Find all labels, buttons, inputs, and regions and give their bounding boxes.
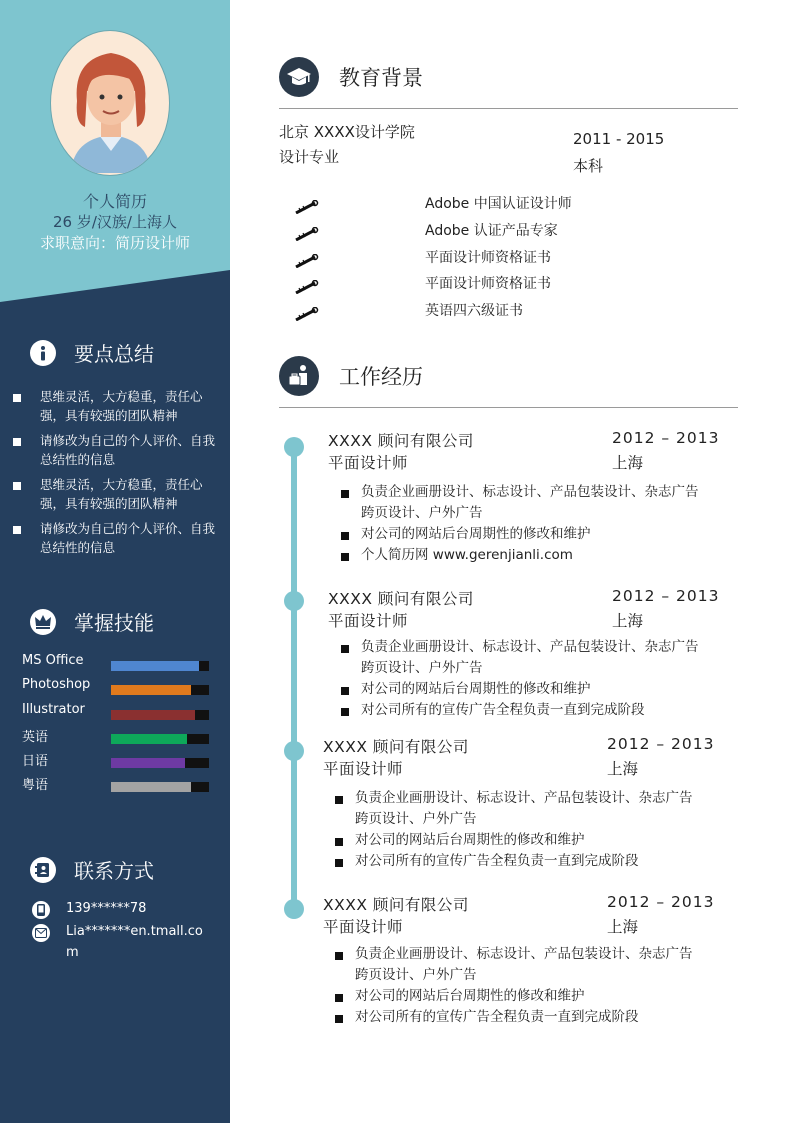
skill-bar bbox=[111, 710, 209, 720]
job-role: 平面设计师 bbox=[328, 454, 409, 472]
list-item: 负责企业画册设计、标志设计、产品包装设计、杂志广告跨页设计、户外广告 bbox=[334, 637, 704, 679]
address-book-icon bbox=[30, 857, 56, 883]
briefcase-person-icon bbox=[279, 356, 319, 396]
crown-icon bbox=[30, 609, 56, 635]
list-item: 对公司的网站后台周期性的修改和维护 bbox=[328, 986, 698, 1007]
divider bbox=[279, 407, 738, 408]
company-name: XXXX 顾问有限公司 bbox=[328, 432, 474, 450]
skill-name: 粤语 bbox=[22, 778, 49, 794]
skills-heading bbox=[30, 607, 154, 636]
skill-name: MS Office bbox=[22, 653, 84, 668]
diploma-icon bbox=[295, 199, 319, 218]
contact-heading-label: 联系方式 bbox=[74, 859, 154, 883]
timeline-dot bbox=[284, 741, 304, 761]
list-item: 对公司的网站后台周期性的修改和维护 bbox=[334, 679, 704, 700]
list-item[interactable]: 个人简历网 www.gerenjianli.com bbox=[334, 545, 704, 566]
duty-list bbox=[328, 788, 698, 872]
education-heading bbox=[279, 57, 423, 97]
job-role: 平面设计师 bbox=[328, 612, 409, 630]
skill-row bbox=[22, 750, 222, 774]
resume-title: 个人简历 bbox=[82, 192, 147, 211]
skill-row bbox=[22, 774, 222, 798]
skill-bar-fill bbox=[111, 758, 185, 768]
company-name: XXXX 顾问有限公司 bbox=[323, 738, 469, 756]
diploma-icon bbox=[295, 306, 319, 325]
job-entry bbox=[284, 429, 720, 569]
skill-row bbox=[22, 726, 222, 750]
info-icon bbox=[30, 340, 56, 366]
timeline-dot bbox=[284, 899, 304, 919]
skill-name: Illustrator bbox=[22, 701, 85, 717]
contact-email[interactable]: Lia*******en.tmall.com bbox=[30, 921, 210, 963]
list-item: 对公司的网站后台周期性的修改和维护 bbox=[334, 524, 704, 545]
job-years: 2012 – 2013 bbox=[607, 735, 715, 753]
personal-info: 26 岁/汉族/上海人 bbox=[53, 213, 177, 231]
job-role: 平面设计师 bbox=[323, 918, 404, 936]
summary-heading-label: 要点总结 bbox=[74, 342, 154, 366]
diploma-icon bbox=[295, 253, 319, 272]
list-item: 对公司所有的宣传广告全程负责一直到完成阶段 bbox=[334, 700, 704, 721]
mail-icon bbox=[32, 924, 50, 942]
education-heading-label: 教育背景 bbox=[339, 66, 423, 90]
skill-name: 日语 bbox=[22, 754, 49, 770]
skill-bar bbox=[111, 758, 209, 768]
skill-bar bbox=[111, 685, 209, 695]
duty-list bbox=[334, 482, 704, 566]
graduation-cap-icon bbox=[279, 57, 319, 97]
duty-list bbox=[334, 637, 704, 721]
job-entry bbox=[284, 893, 715, 1033]
summary-list bbox=[12, 387, 222, 563]
work-heading-label: 工作经历 bbox=[339, 365, 423, 389]
contact-list bbox=[30, 898, 210, 965]
skill-bar-fill bbox=[111, 685, 191, 695]
avatar bbox=[50, 30, 170, 176]
job-years: 2012 – 2013 bbox=[612, 587, 720, 605]
diploma-icon bbox=[295, 279, 319, 298]
contact-heading bbox=[30, 855, 154, 884]
skill-name: Photoshop bbox=[22, 677, 91, 693]
list-item: 负责企业画册设计、标志设计、产品包装设计、杂志广告跨页设计、户外广告 bbox=[334, 482, 704, 524]
list-item: 对公司所有的宣传广告全程负责一直到完成阶段 bbox=[328, 1007, 698, 1028]
list-item: 对公司所有的宣传广告全程负责一直到完成阶段 bbox=[328, 851, 698, 872]
timeline-dot bbox=[284, 591, 304, 611]
skill-bar bbox=[111, 782, 209, 792]
job-city: 上海 bbox=[612, 612, 644, 630]
major: 设计专业 bbox=[279, 148, 340, 166]
timeline-dot bbox=[284, 437, 304, 457]
job-years: 2012 – 2013 bbox=[607, 893, 715, 911]
school-name: 北京 XXXX设计学院 bbox=[279, 123, 415, 141]
list-item: 请修改为自己的个人评价、自我总结性的信息 bbox=[12, 519, 222, 557]
phone-icon bbox=[32, 901, 50, 919]
list-item: 负责企业画册设计、标志设计、产品包装设计、杂志广告跨页设计、户外广告 bbox=[328, 944, 698, 986]
list-item: 负责企业画册设计、标志设计、产品包装设计、杂志广告跨页设计、户外广告 bbox=[328, 788, 698, 830]
skill-bar-fill bbox=[111, 661, 199, 671]
skill-bar-fill bbox=[111, 782, 191, 792]
skill-row bbox=[22, 677, 222, 701]
job-objective: 求职意向：简历设计师 bbox=[40, 234, 191, 252]
contact-phone: 139******78 bbox=[30, 898, 210, 919]
company-name: XXXX 顾问有限公司 bbox=[328, 590, 474, 608]
summary-heading bbox=[30, 338, 154, 367]
skill-bar-fill bbox=[111, 710, 195, 720]
list-item: 请修改为自己的个人评价、自我总结性的信息 bbox=[12, 431, 222, 469]
job-role: 平面设计师 bbox=[323, 760, 404, 778]
job-city: 上海 bbox=[607, 760, 639, 778]
degree: 本科 bbox=[573, 157, 604, 175]
skill-bar bbox=[111, 661, 209, 671]
skill-row bbox=[22, 653, 222, 677]
skills-list bbox=[22, 653, 222, 799]
job-entry bbox=[284, 735, 715, 875]
job-years: 2012 – 2013 bbox=[612, 429, 720, 447]
sidebar bbox=[0, 0, 230, 1123]
list-item: 思维灵活，大方稳重，责任心强，具有较强的团队精神 bbox=[12, 387, 222, 425]
skills-heading-label: 掌握技能 bbox=[74, 611, 154, 635]
job-city: 上海 bbox=[607, 918, 639, 936]
skill-row bbox=[22, 702, 222, 726]
diploma-icon bbox=[295, 226, 319, 245]
job-entry bbox=[284, 587, 720, 727]
job-city: 上海 bbox=[612, 454, 644, 472]
skill-bar bbox=[111, 734, 209, 744]
company-name: XXXX 顾问有限公司 bbox=[323, 896, 469, 914]
divider bbox=[279, 108, 738, 109]
work-heading bbox=[279, 356, 423, 396]
duty-list bbox=[328, 944, 698, 1028]
study-years: 2011 - 2015 bbox=[573, 130, 665, 148]
list-item: 对公司的网站后台周期性的修改和维护 bbox=[328, 830, 698, 851]
skill-bar-fill bbox=[111, 734, 187, 744]
list-item: 思维灵活，大方稳重，责任心强，具有较强的团队精神 bbox=[12, 475, 222, 513]
skill-name: 英语 bbox=[22, 729, 49, 745]
